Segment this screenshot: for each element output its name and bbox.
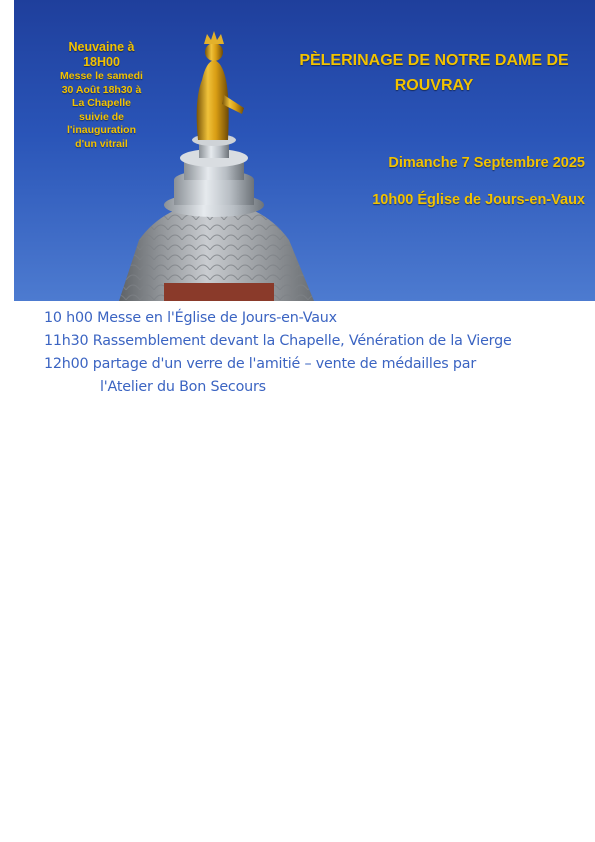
notice-line: l'inauguration [67,124,136,136]
event-place: 10h00 Église de Jours-en-Vaux [372,192,585,208]
pilgrimage-title [284,48,584,98]
event-date: Dimanche 7 Septembre 2025 [388,155,585,171]
title-line-2: ROUVRAY [394,77,474,94]
notice-line: suivie de [79,110,124,123]
header-banner [14,0,595,301]
notice-line: 30 Août 18h30 à [61,83,142,96]
notice-line: La Chapelle [72,97,131,109]
program-list [44,307,584,399]
title-line-1: PÈLERINAGE DE NOTRE DAME DE [299,52,569,69]
neuvaine-notice [44,40,159,151]
program-item: 10 h00 Messe en l'Église de Jours-en-Vaux [44,310,337,326]
program-item: 12h00 partage d'un verre de l'amitié – vente de médailles par [44,356,476,372]
notice-line: Messe le samedi [60,70,143,82]
program-item-continuation: l'Atelier du Bon Secours [100,379,266,395]
notice-line: 18H00 [83,55,120,69]
notice-line: Neuvaine à [68,40,135,54]
notice-line: d'un vitrail [75,137,128,150]
program-item: 11h30 Rassemblement devant la Chapelle, Vénération de la Vierge [44,333,512,349]
